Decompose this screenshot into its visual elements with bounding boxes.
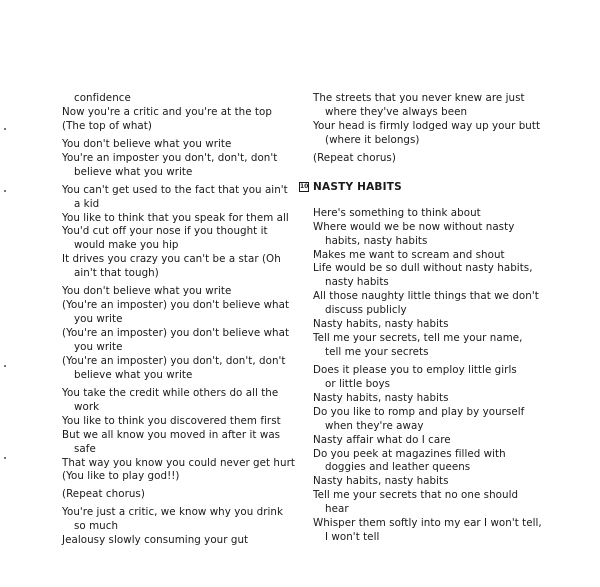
margin-mark: [4, 365, 6, 367]
lyric-line: discuss publicly: [325, 304, 407, 316]
lyric-line: work: [74, 401, 100, 413]
lyric-line: It drives you crazy you can't be a star (Oh: [62, 253, 281, 265]
lyric-line: All those naughty little things that we don't: [313, 290, 539, 302]
lyric-line: safe: [74, 443, 96, 455]
lyric-line: you write: [74, 341, 123, 353]
lyric-line: tell me your secrets: [325, 346, 429, 358]
lyric-line: nasty habits: [325, 276, 389, 288]
lyric-line: (where it belongs): [325, 134, 420, 146]
lyric-line: Tell me your secrets, tell me your name,: [313, 332, 523, 344]
lyric-line: You'd cut off your nose if you thought it: [62, 225, 268, 237]
lyric-line: You don't believe what you write: [62, 138, 232, 150]
margin-mark: [4, 128, 6, 130]
lyric-line: You like to think you discovered them first: [62, 415, 281, 427]
lyric-line: Does it please you to employ little girls: [313, 364, 517, 376]
lyric-line: Where would we be now without nasty: [313, 221, 515, 233]
lyric-line: a kid: [74, 198, 100, 210]
lyric-line: Tell me your secrets that no one should: [313, 489, 519, 501]
lyric-line: hear: [325, 503, 349, 515]
lyric-line: Whisper them softly into my ear I won't tell,: [313, 517, 542, 529]
lyric-line: The streets that you never knew are just: [313, 92, 525, 104]
lyric-line: Nasty habits, nasty habits: [313, 475, 449, 487]
lyric-line: You can't get used to the fact that you ain't: [62, 184, 288, 196]
lyric-line: where they've always been: [325, 106, 468, 118]
song-title: NASTY HABITS: [313, 181, 402, 193]
lyric-line: or little boys: [325, 378, 391, 390]
margin-mark: [4, 457, 6, 459]
lyric-line: Life would be so dull without nasty habits,: [313, 262, 533, 274]
lyric-line: Nasty affair what do I care: [313, 434, 451, 446]
lyric-line: Do you peek at magazines filled with: [313, 448, 506, 460]
lyric-line: believe what you write: [74, 369, 193, 381]
lyric-line: You take the credit while others do all the: [62, 387, 279, 399]
lyric-line: confidence: [74, 92, 131, 104]
lyric-line: (You're an imposter) you don't believe what: [62, 299, 290, 311]
lyric-line: would make you hip: [74, 239, 179, 251]
lyric-line: You're just a critic, we know why you drink: [62, 506, 283, 518]
lyric-line: habits, nasty habits: [325, 235, 428, 247]
lyric-line: so much: [74, 520, 119, 532]
lyric-line: (You like to play god!!): [62, 470, 180, 482]
lyric-line: (Repeat chorus): [62, 488, 145, 500]
lyric-line: Do you like to romp and play by yourself: [313, 406, 525, 418]
lyric-line: Nasty habits, nasty habits: [313, 318, 449, 330]
lyric-line: (Repeat chorus): [313, 152, 396, 164]
lyric-line: when they're away: [325, 420, 424, 432]
lyric-line: (You're an imposter) you don't, don't, don't: [62, 355, 286, 367]
lyric-line: (You're an imposter) you don't believe what: [62, 327, 290, 339]
lyric-line: Now you're a critic and you're at the top: [62, 106, 272, 118]
lyric-line: You don't believe what you write: [62, 285, 232, 297]
lyric-line: You're an imposter you don't, don't, don't: [62, 152, 278, 164]
lyric-line: Here's something to think about: [313, 207, 481, 219]
lyric-line: Your head is firmly lodged way up your butt: [313, 120, 541, 132]
track-number-badge: 10: [300, 183, 309, 190]
lyric-line: believe what you write: [74, 166, 193, 178]
lyric-line: Jealousy slowly consuming your gut: [62, 534, 249, 546]
lyric-line: I won't tell: [325, 531, 380, 543]
margin-mark: [4, 190, 6, 192]
lyric-line: doggies and leather queens: [325, 461, 471, 473]
lyric-line: Nasty habits, nasty habits: [313, 392, 449, 404]
lyric-line: You like to think that you speak for them all: [62, 212, 289, 224]
lyric-line: you write: [74, 313, 123, 325]
lyric-line: ain't that tough): [74, 267, 159, 279]
lyric-line: But we all know you moved in after it was: [62, 429, 281, 441]
lyric-line: Makes me want to scream and shout: [313, 249, 505, 261]
lyric-line: (The top of what): [62, 120, 152, 132]
lyric-line: That way you know you could never get hurt: [62, 457, 295, 469]
